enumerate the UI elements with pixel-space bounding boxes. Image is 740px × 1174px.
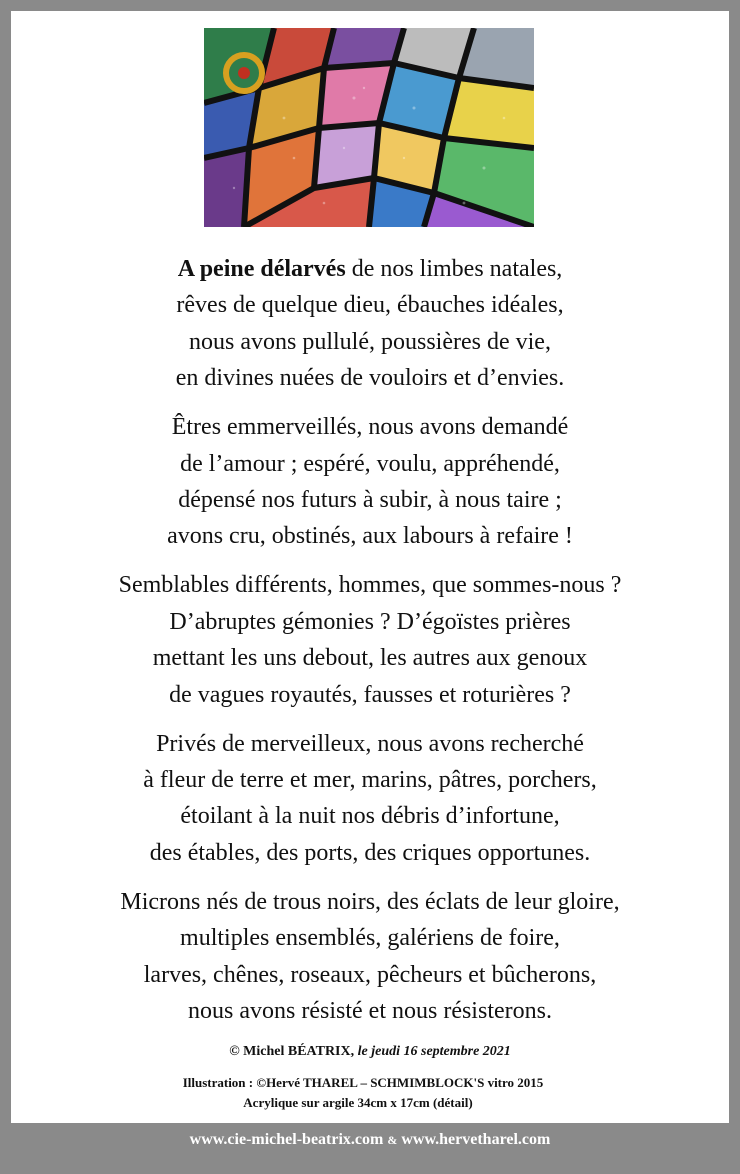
stanza [11,251,729,397]
footer-websites [0,1131,740,1149]
poem-opening-bold: A peine délarvés [177,256,346,282]
poem-line: en divines nuées de vouloirs et d’envies. [175,365,565,392]
poem-line: à fleur de terre et mer, marins, pâtres, porchers, [143,767,597,794]
poem-line-rest: de nos limbes natales, [345,256,563,282]
footer-ampersand: & [387,1133,398,1147]
poem-line: étoilant à la nuit nos débris d’infortune, [180,803,560,830]
poem-line: larves, chênes, roseaux, pêcheurs et bûcherons, [143,961,597,988]
poem-line: dépensé nos futurs à subir, à nous taire ; [178,487,562,514]
poem-line: nous avons résisté et nous résisterons. [188,998,552,1025]
author-signature [11,1044,729,1060]
poem-line: Privés de merveilleux, nous avons recherché [156,730,584,757]
mosaic-artwork-image [204,28,534,227]
poem-text [11,251,729,1042]
stanza [11,567,729,713]
poem-line: de vagues royautés, fausses et roturières ? [169,681,571,708]
poem-line: multiples ensemblés, galériens de foire, [180,925,560,952]
artwork-material: Acrylique sur argile 34cm x 17cm (détail) [243,1095,473,1110]
poem-line: Microns nés de trous noirs, des éclats de leur gloire, [120,888,620,915]
poem-line: Semblables différents, hommes, que sommes-nous ? [118,572,622,599]
stained-glass-illustration [204,28,534,227]
poem-line: Êtres emmerveillés, nous avons demandé [171,414,569,441]
poem-line: rêves de quelque dieu, ébauches idéales, [176,292,564,319]
poem-line: D’abruptes gémonies ? D’égoïstes prières [169,608,571,635]
poem-line [11,251,729,287]
poem-line: des étables, des ports, des criques opportunes. [149,839,591,866]
poem-card [11,11,729,1123]
illustration-credit: Illustration : ©Hervé THAREL – SCHMIMBLOCK'S vitro 2015 [182,1075,544,1090]
poem-line: de l’amour ; espéré, voulu, appréhendé, [180,450,560,477]
website-link-cie[interactable]: www.cie-michel-beatrix.com [189,1131,384,1148]
author-name: © Michel BÉATRIX, [229,1044,355,1059]
signature-date: le jeudi 16 septembre 2021 [357,1044,511,1059]
stanza [11,726,729,872]
poem-line: mettant les uns debout, les autres aux genoux [152,645,588,672]
stanza [11,409,729,555]
stanza [11,884,729,1030]
poem-line: avons cru, obstinés, aux labours à refaire ! [167,523,573,550]
poem-line: nous avons pullulé, poussières de vie, [189,328,551,355]
website-link-tharel[interactable]: www.hervetharel.com [401,1131,551,1148]
